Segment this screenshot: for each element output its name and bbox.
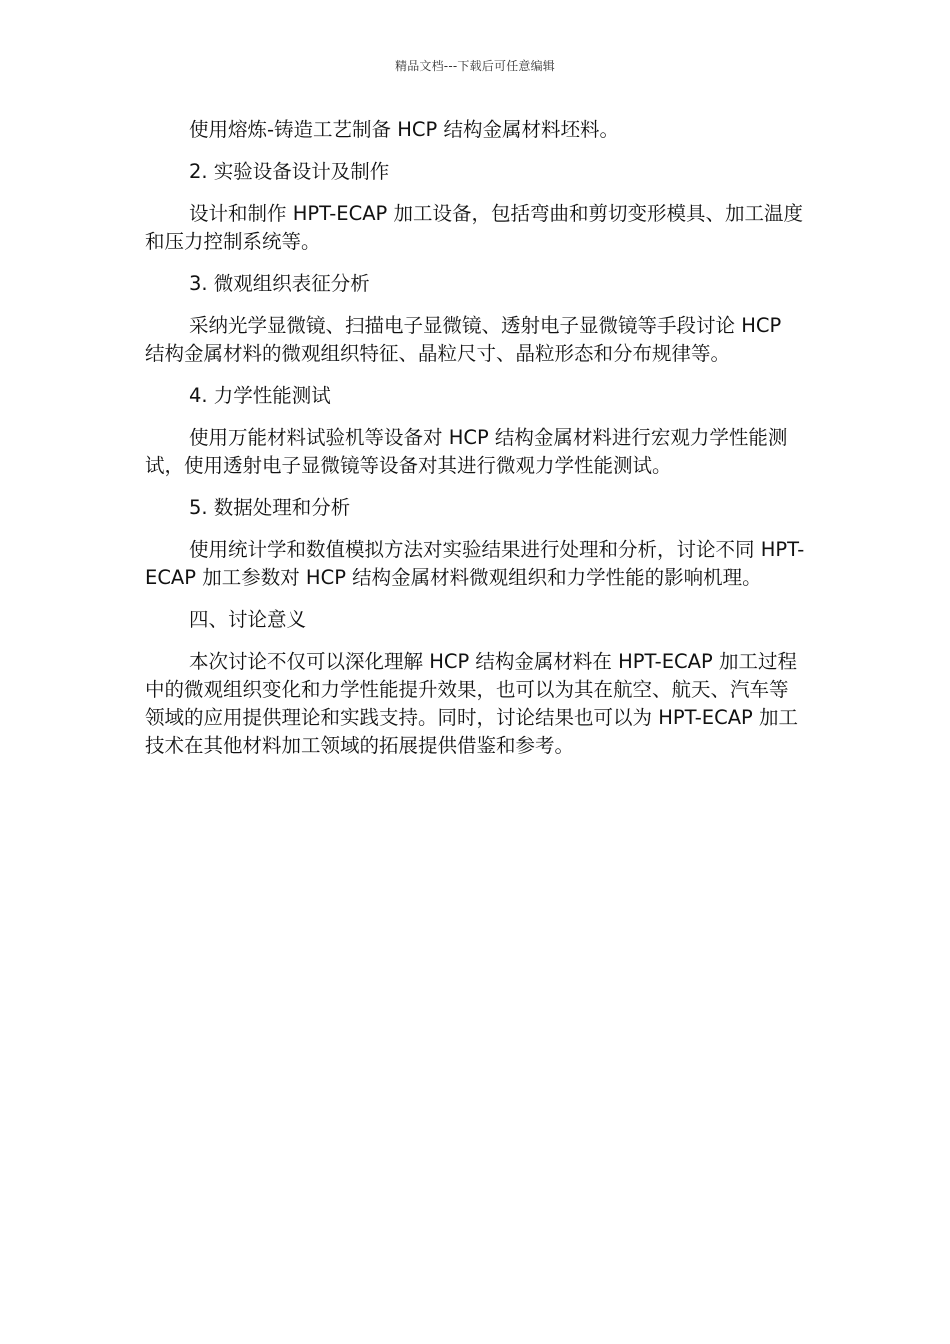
paragraph-microstructure: 采纳光学显微镜、扫描电子显微镜、透射电子显微镜等手段讨论 HCP 结构金属材料的微观组织特征、晶粒尺寸、晶粒形态和分布规律等。 [145, 314, 782, 365]
paragraph-mechanical: 使用万能材料试验机等设备对 HCP 结构金属材料进行宏观力学性能测试，使用透射电子显微镜等设备对其进行微观力学性能测试。 [145, 426, 788, 477]
paragraph-ingot-preparation: 使用熔炼-铸造工艺制备 HCP 结构金属材料坯料。 [189, 118, 619, 141]
document-body [145, 116, 805, 760]
header-note: 精品文档---下载后可任意编辑 [395, 59, 555, 73]
section-heading-microstructure: 3. 微观组织表征分析 [189, 272, 370, 295]
paragraph-significance: 本次讨论不仅可以深化理解 HCP 结构金属材料在 HPT-ECAP 加工过程中的微观组织变化和力学性能提升效果，也可以为其在航空、航天、汽车等领域的应用提供理论和实践支持。同时，讨论结果也可以为 HPT-ECAP 加工技术在其他材料加工领域的拓展提供借鉴和参考。 [145, 650, 799, 757]
section-heading-data-analysis: 5. 数据处理和分析 [189, 496, 351, 519]
paragraph-equipment: 设计和制作 HPT-ECAP 加工设备，包括弯曲和剪切变形模具、加工温度和压力控制系统等。 [145, 202, 804, 253]
section-heading-significance: 四、讨论意义 [189, 608, 307, 631]
paragraph-data-analysis: 使用统计学和数值模拟方法对实验结果进行处理和分析，讨论不同 HPT-ECAP 加工参数对 HCP 结构金属材料微观组织和力学性能的影响机理。 [145, 538, 805, 589]
section-heading-equipment: 2. 实验设备设计及制作 [189, 160, 390, 183]
section-heading-mechanical: 4. 力学性能测试 [189, 384, 331, 407]
